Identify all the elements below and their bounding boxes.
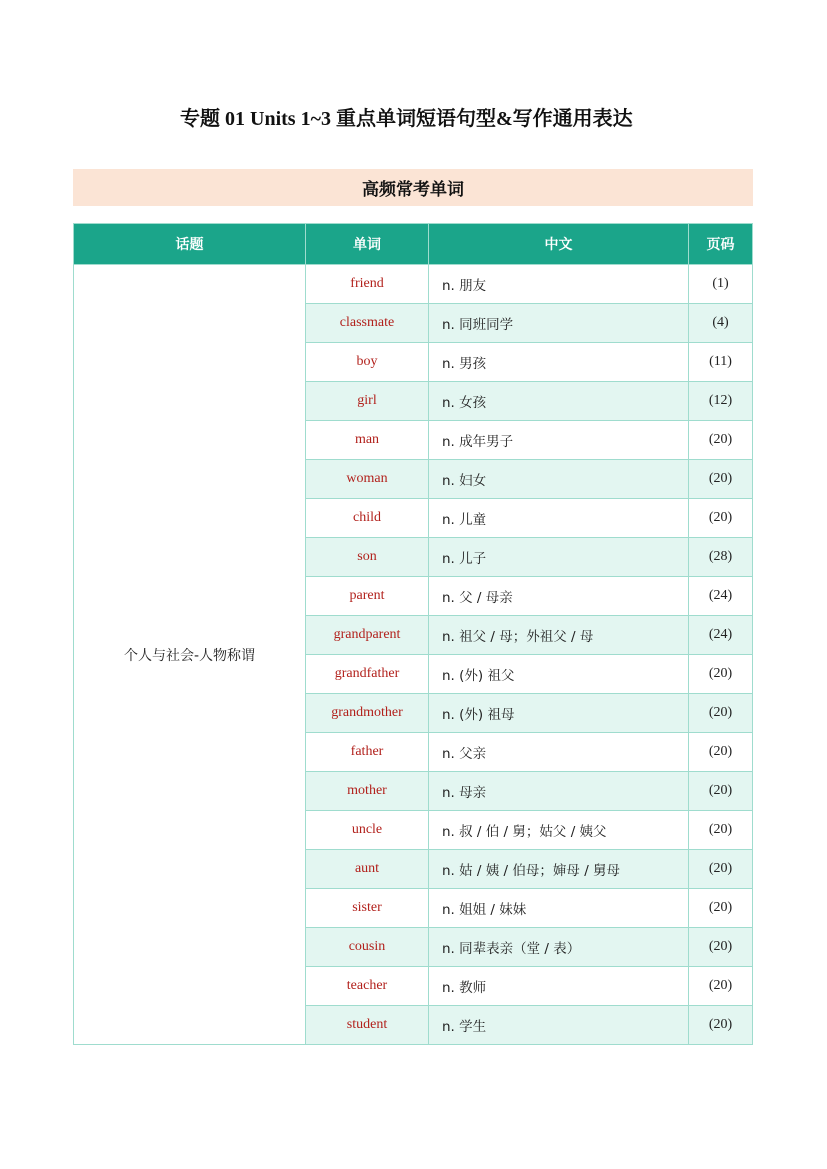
- word-cell: grandfather: [306, 655, 429, 694]
- page-cell: (20): [689, 811, 753, 850]
- table-header-row: [74, 224, 753, 265]
- word-cell: grandparent: [306, 616, 429, 655]
- word-cell: classmate: [306, 304, 429, 343]
- word-cell: girl: [306, 382, 429, 421]
- word-cell: woman: [306, 460, 429, 499]
- meaning-cell: n. 朋友: [429, 265, 689, 304]
- header-word: 单词: [306, 224, 429, 265]
- meaning-cell: n. (外) 祖父: [429, 655, 689, 694]
- meaning-cell: n. 儿子: [429, 538, 689, 577]
- meaning-cell: n. 同辈表亲（堂 / 表）: [429, 928, 689, 967]
- vocabulary-table: [73, 223, 753, 1045]
- section-title: 高频常考单词: [73, 169, 753, 206]
- page-cell: (4): [689, 304, 753, 343]
- page-cell: (20): [689, 733, 753, 772]
- page-cell: (11): [689, 343, 753, 382]
- topic-cell: 个人与社会-人物称谓: [74, 265, 306, 1045]
- meaning-cell: n. 女孩: [429, 382, 689, 421]
- word-cell: mother: [306, 772, 429, 811]
- word-cell: aunt: [306, 850, 429, 889]
- word-cell: man: [306, 421, 429, 460]
- meaning-cell: n. 学生: [429, 1006, 689, 1045]
- header-meaning: 中文: [429, 224, 689, 265]
- meaning-cell: n. 儿童: [429, 499, 689, 538]
- word-cell: grandmother: [306, 694, 429, 733]
- word-cell: sister: [306, 889, 429, 928]
- meaning-cell: n. 成年男子: [429, 421, 689, 460]
- meaning-cell: n. 祖父 / 母；外祖父 / 母: [429, 616, 689, 655]
- page-cell: (24): [689, 577, 753, 616]
- page-cell: (20): [689, 421, 753, 460]
- page-cell: (20): [689, 1006, 753, 1045]
- page-cell: (1): [689, 265, 753, 304]
- header-topic: 话题: [74, 224, 306, 265]
- page-cell: (20): [689, 772, 753, 811]
- word-cell: boy: [306, 343, 429, 382]
- word-cell: friend: [306, 265, 429, 304]
- meaning-cell: n. (外) 祖母: [429, 694, 689, 733]
- word-cell: uncle: [306, 811, 429, 850]
- page-cell: (20): [689, 850, 753, 889]
- meaning-cell: n. 同班同学: [429, 304, 689, 343]
- page-cell: (20): [689, 655, 753, 694]
- word-cell: father: [306, 733, 429, 772]
- meaning-cell: n. 父 / 母亲: [429, 577, 689, 616]
- page-cell: (20): [689, 928, 753, 967]
- meaning-cell: n. 妇女: [429, 460, 689, 499]
- word-cell: child: [306, 499, 429, 538]
- meaning-cell: n. 教师: [429, 967, 689, 1006]
- meaning-cell: n. 姐姐 / 妹妹: [429, 889, 689, 928]
- table-row: [74, 265, 753, 304]
- page-cell: (20): [689, 967, 753, 1006]
- meaning-cell: n. 男孩: [429, 343, 689, 382]
- meaning-cell: n. 父亲: [429, 733, 689, 772]
- document-title: 专题 01 Units 1~3 重点单词短语句型&写作通用表达: [180, 108, 633, 130]
- page-cell: (20): [689, 889, 753, 928]
- header-page: 页码: [689, 224, 753, 265]
- word-cell: son: [306, 538, 429, 577]
- page-cell: (12): [689, 382, 753, 421]
- page-cell: (20): [689, 460, 753, 499]
- word-cell: cousin: [306, 928, 429, 967]
- meaning-cell: n. 姑 / 姨 / 伯母；婶母 / 舅母: [429, 850, 689, 889]
- meaning-cell: n. 叔 / 伯 / 舅；姑父 / 姨父: [429, 811, 689, 850]
- page-cell: (24): [689, 616, 753, 655]
- page-cell: (20): [689, 694, 753, 733]
- word-cell: teacher: [306, 967, 429, 1006]
- word-cell: student: [306, 1006, 429, 1045]
- page-cell: (28): [689, 538, 753, 577]
- meaning-cell: n. 母亲: [429, 772, 689, 811]
- page-cell: (20): [689, 499, 753, 538]
- word-cell: parent: [306, 577, 429, 616]
